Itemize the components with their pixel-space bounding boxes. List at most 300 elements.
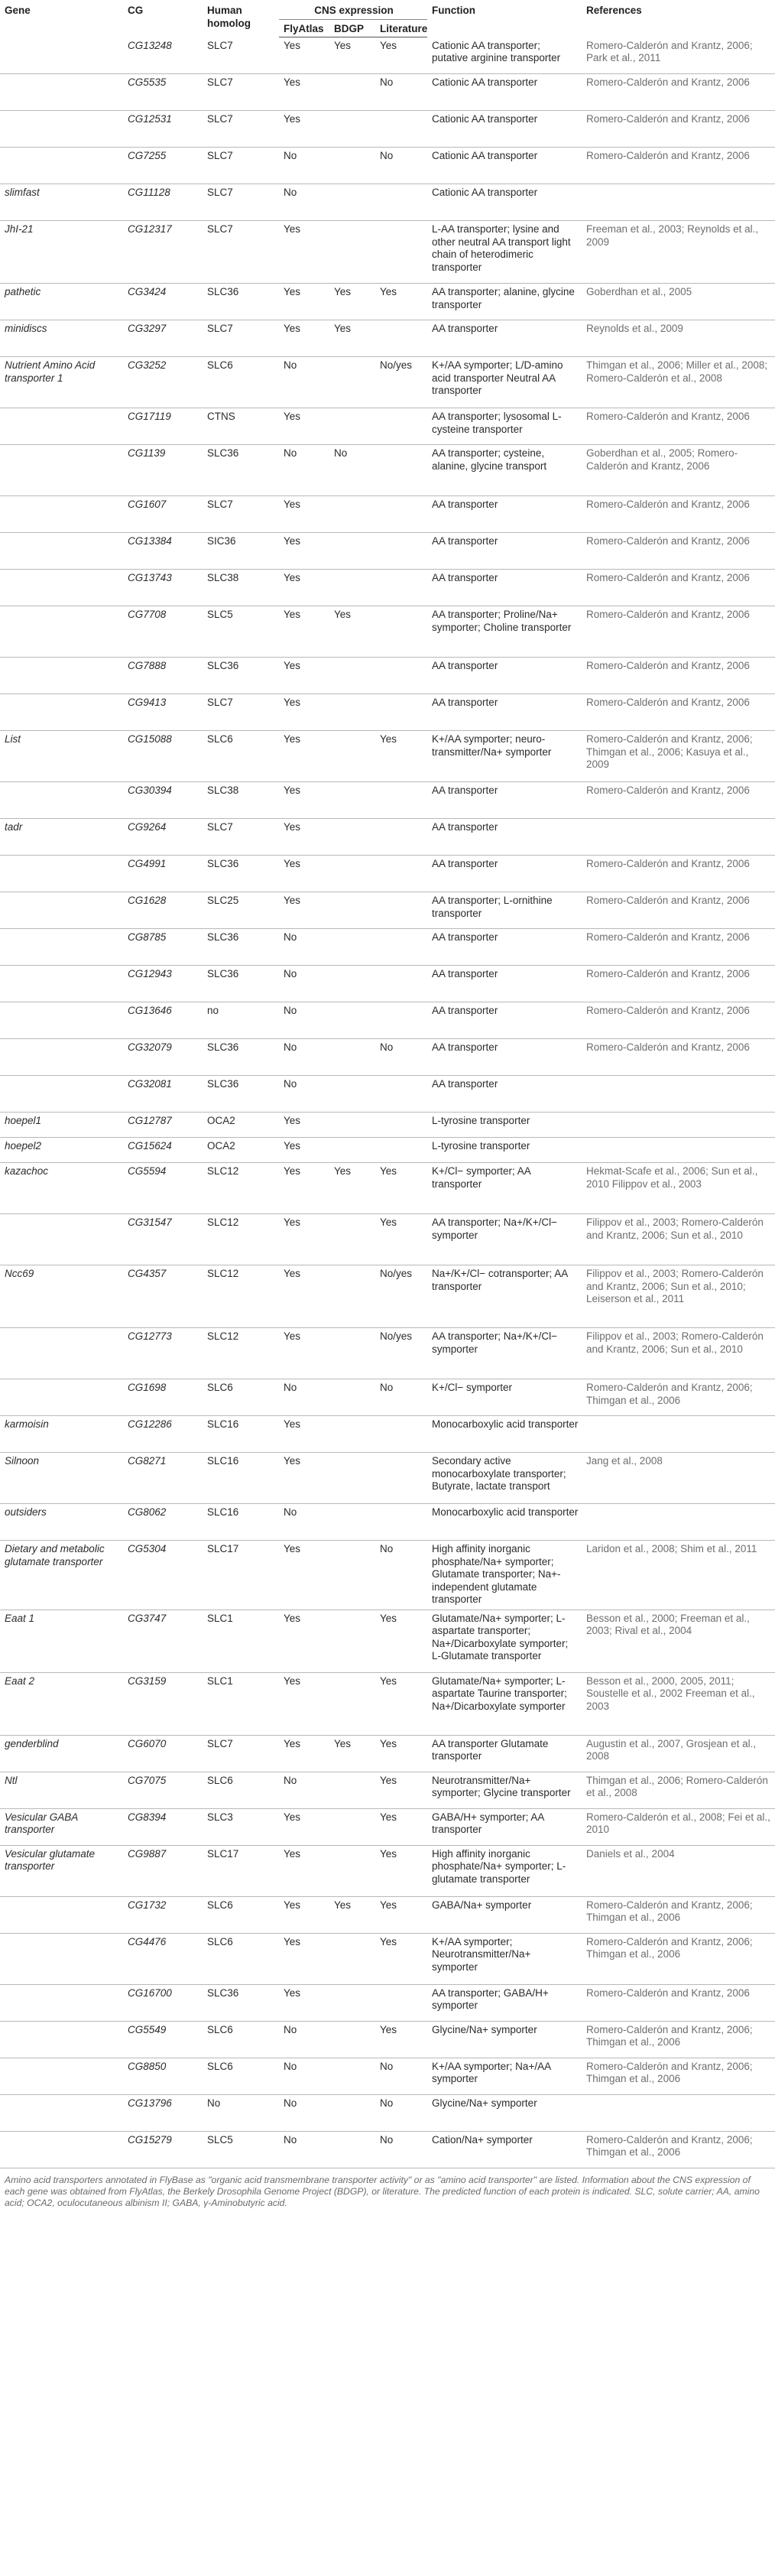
cg-cell: CG1607 bbox=[123, 496, 203, 533]
gene-cell bbox=[0, 929, 123, 966]
cg-cell: CG4476 bbox=[123, 1933, 203, 1984]
references-cell: Filippov et al., 2003; Romero-Calderón and Krantz, 2006; Sun et al., 2010 bbox=[582, 1328, 775, 1379]
header-literature: Literature bbox=[375, 19, 427, 37]
bdgp-cell bbox=[329, 1845, 375, 1896]
cg-cell: CG3252 bbox=[123, 357, 203, 408]
human-homolog-cell: SLC7 bbox=[203, 221, 279, 284]
function-cell: Cationic AA transporter bbox=[427, 111, 582, 148]
literature-cell: Yes bbox=[375, 1610, 427, 1672]
cg-cell: CG7075 bbox=[123, 1772, 203, 1808]
flyatlas-cell: No bbox=[279, 1379, 329, 1416]
bdgp-cell: Yes bbox=[329, 1896, 375, 1933]
table-row bbox=[0, 1039, 775, 1076]
header-bdgp: BDGP bbox=[329, 19, 375, 37]
literature-cell bbox=[375, 111, 427, 148]
human-homolog-cell: SLC7 bbox=[203, 148, 279, 184]
table-row bbox=[0, 1453, 775, 1504]
human-homolog-cell: SLC38 bbox=[203, 782, 279, 819]
cg-cell: CG30394 bbox=[123, 782, 203, 819]
cg-cell: CG12286 bbox=[123, 1416, 203, 1453]
cg-cell: CG13796 bbox=[123, 2094, 203, 2131]
table-row bbox=[0, 856, 775, 892]
table-row bbox=[0, 284, 775, 320]
function-cell: Secondary active monocarboxylate transporter; Butyrate, lactate transport bbox=[427, 1453, 582, 1504]
cg-cell: CG32081 bbox=[123, 1076, 203, 1113]
bdgp-cell bbox=[329, 496, 375, 533]
cg-cell: CG8785 bbox=[123, 929, 203, 966]
references-cell: Goberdhan et al., 2005 bbox=[582, 284, 775, 320]
literature-cell: Yes bbox=[375, 1808, 427, 1845]
table-row bbox=[0, 1984, 775, 2021]
references-cell: Romero-Calderón and Krantz, 2006 bbox=[582, 782, 775, 819]
human-homolog-cell: SLC36 bbox=[203, 966, 279, 1002]
function-cell: Glycine/Na+ symporter bbox=[427, 2021, 582, 2058]
human-homolog-cell: SLC12 bbox=[203, 1265, 279, 1328]
function-cell: Cation/Na+ symporter bbox=[427, 2131, 582, 2168]
human-homolog-cell: SLC7 bbox=[203, 496, 279, 533]
human-homolog-cell: OCA2 bbox=[203, 1138, 279, 1163]
references-cell: Romero-Calderón and Krantz, 2006 bbox=[582, 1984, 775, 2021]
gene-cell bbox=[0, 606, 123, 658]
gene-cell: Vesicular GABA transporter bbox=[0, 1808, 123, 1845]
literature-cell: No/yes bbox=[375, 1265, 427, 1328]
cg-cell: CG9264 bbox=[123, 819, 203, 856]
literature-cell: Yes bbox=[375, 37, 427, 74]
bdgp-cell bbox=[329, 408, 375, 445]
gene-cell: karmoisin bbox=[0, 1416, 123, 1453]
table-row bbox=[0, 606, 775, 658]
table-row bbox=[0, 1845, 775, 1896]
table-row bbox=[0, 1541, 775, 1610]
function-cell: AA transporter bbox=[427, 966, 582, 1002]
table-row bbox=[0, 2021, 775, 2058]
bdgp-cell bbox=[329, 570, 375, 606]
literature-cell bbox=[375, 1416, 427, 1453]
cg-cell: CG13743 bbox=[123, 570, 203, 606]
table-row bbox=[0, 496, 775, 533]
gene-cell bbox=[0, 408, 123, 445]
references-cell: Romero-Calderón and Krantz, 2006 bbox=[582, 658, 775, 694]
header-human-homolog: Human homolog bbox=[207, 5, 251, 29]
table-footnote: Amino acid transporters annotated in FlyBase as "organic acid transmembrane transporter activity" or as "amino acid transporter" are listed. Information about the CNS expression of each gene was obtained from FlyAtlas, the Berkely Drosophila Genome Project (BDGP), or literature. The predicted function of each protein is indicated. SLC, solute carrier; AA, amino acid; OCA2, oculocutaneous albinism II; GABA, γ-Aminobutyric acid. bbox=[5, 2174, 760, 2208]
references-cell: Romero-Calderón and Krantz, 2006 bbox=[582, 856, 775, 892]
function-cell: Cationic AA transporter; putative arginine transporter bbox=[427, 37, 582, 74]
literature-cell bbox=[375, 966, 427, 1002]
literature-cell bbox=[375, 533, 427, 570]
bdgp-cell bbox=[329, 1214, 375, 1265]
bdgp-cell: Yes bbox=[329, 320, 375, 357]
cg-cell: CG8394 bbox=[123, 1808, 203, 1845]
gene-cell bbox=[0, 1214, 123, 1265]
cg-cell: CG13384 bbox=[123, 533, 203, 570]
human-homolog-cell: no bbox=[203, 1002, 279, 1039]
gene-cell bbox=[0, 1328, 123, 1379]
literature-cell bbox=[375, 496, 427, 533]
function-cell: AA transporter bbox=[427, 819, 582, 856]
cg-cell: CG9413 bbox=[123, 694, 203, 731]
table-row bbox=[0, 74, 775, 111]
bdgp-cell bbox=[329, 1076, 375, 1113]
cg-cell: CG4991 bbox=[123, 856, 203, 892]
references-cell: Romero-Calderón and Krantz, 2006 bbox=[582, 496, 775, 533]
gene-cell bbox=[0, 2131, 123, 2168]
flyatlas-cell: Yes bbox=[279, 1453, 329, 1504]
bdgp-cell: No bbox=[329, 445, 375, 496]
cg-cell: CG12943 bbox=[123, 966, 203, 1002]
gene-cell: Ntl bbox=[0, 1772, 123, 1808]
gene-cell bbox=[0, 111, 123, 148]
literature-cell: No/yes bbox=[375, 357, 427, 408]
flyatlas-cell: Yes bbox=[279, 1735, 329, 1772]
human-homolog-cell: SLC5 bbox=[203, 2131, 279, 2168]
flyatlas-cell: Yes bbox=[279, 1541, 329, 1610]
literature-cell: Yes bbox=[375, 1772, 427, 1808]
gene-cell bbox=[0, 966, 123, 1002]
function-cell: Glutamate/Na+ symporter; L-aspartate Taurine transporter; Na+/Dicarboxylate symporter bbox=[427, 1672, 582, 1735]
function-cell: L-tyrosine transporter bbox=[427, 1138, 582, 1163]
flyatlas-cell: Yes bbox=[279, 37, 329, 74]
bdgp-cell bbox=[329, 1002, 375, 1039]
function-cell: Cationic AA transporter bbox=[427, 148, 582, 184]
gene-cell: minidiscs bbox=[0, 320, 123, 357]
function-cell: AA transporter bbox=[427, 1039, 582, 1076]
references-cell: Romero-Calderón and Krantz, 2006 bbox=[582, 148, 775, 184]
function-cell: Glycine/Na+ symporter bbox=[427, 2094, 582, 2131]
table-row bbox=[0, 2094, 775, 2131]
literature-cell bbox=[375, 782, 427, 819]
gene-cell: hoepel1 bbox=[0, 1113, 123, 1138]
references-cell: Hekmat-Scafe et al., 2006; Sun et al., 2010 Filippov et al., 2003 bbox=[582, 1163, 775, 1214]
flyatlas-cell: Yes bbox=[279, 819, 329, 856]
gene-cell bbox=[0, 2058, 123, 2094]
references-cell: Romero-Calderón et al., 2008; Fei et al., 2010 bbox=[582, 1808, 775, 1845]
references-cell: Thimgan et al., 2006; Romero-Calderón et al., 2008 bbox=[582, 1772, 775, 1808]
gene-cell bbox=[0, 694, 123, 731]
gene-cell: Eaat 1 bbox=[0, 1610, 123, 1672]
literature-cell: No/yes bbox=[375, 1328, 427, 1379]
bdgp-cell bbox=[329, 1808, 375, 1845]
header-function: Function bbox=[432, 5, 476, 16]
table-row bbox=[0, 731, 775, 782]
table-row bbox=[0, 221, 775, 284]
gene-cell: kazachoc bbox=[0, 1163, 123, 1214]
table-row bbox=[0, 1138, 775, 1163]
human-homolog-cell: SLC7 bbox=[203, 1735, 279, 1772]
gene-cell bbox=[0, 445, 123, 496]
gene-cell bbox=[0, 148, 123, 184]
flyatlas-cell: No bbox=[279, 1039, 329, 1076]
table-row bbox=[0, 694, 775, 731]
table-row bbox=[0, 2131, 775, 2168]
gene-cell: Vesicular glutamate transporter bbox=[0, 1845, 123, 1896]
table-row bbox=[0, 658, 775, 694]
flyatlas-cell: No bbox=[279, 1772, 329, 1808]
literature-cell bbox=[375, 1138, 427, 1163]
function-cell: AA transporter; lysosomal L-cysteine transporter bbox=[427, 408, 582, 445]
literature-cell: No bbox=[375, 1039, 427, 1076]
gene-cell bbox=[0, 892, 123, 929]
bdgp-cell: Yes bbox=[329, 284, 375, 320]
bdgp-cell bbox=[329, 1039, 375, 1076]
bdgp-cell bbox=[329, 856, 375, 892]
gene-cell: List bbox=[0, 731, 123, 782]
bdgp-cell bbox=[329, 2021, 375, 2058]
bdgp-cell bbox=[329, 1772, 375, 1808]
human-homolog-cell: SLC36 bbox=[203, 1984, 279, 2021]
gene-cell bbox=[0, 1896, 123, 1933]
references-cell: Laridon et al., 2008; Shim et al., 2011 bbox=[582, 1541, 775, 1610]
function-cell: AA transporter; Na+/K+/Cl− symporter bbox=[427, 1328, 582, 1379]
table-row bbox=[0, 1328, 775, 1379]
cg-cell: CG3747 bbox=[123, 1610, 203, 1672]
bdgp-cell bbox=[329, 782, 375, 819]
human-homolog-cell: SLC12 bbox=[203, 1163, 279, 1214]
flyatlas-cell: Yes bbox=[279, 320, 329, 357]
human-homolog-cell: OCA2 bbox=[203, 1113, 279, 1138]
literature-cell: Yes bbox=[375, 731, 427, 782]
human-homolog-cell: SLC16 bbox=[203, 1504, 279, 1541]
cg-cell: CG15088 bbox=[123, 731, 203, 782]
table-row bbox=[0, 533, 775, 570]
function-cell: Monocarboxylic acid transporter bbox=[427, 1416, 582, 1453]
references-cell: Romero-Calderón and Krantz, 2006 bbox=[582, 111, 775, 148]
flyatlas-cell: Yes bbox=[279, 731, 329, 782]
literature-cell: Yes bbox=[375, 1163, 427, 1214]
human-homolog-cell: SLC6 bbox=[203, 2021, 279, 2058]
table-row bbox=[0, 1772, 775, 1808]
table-row bbox=[0, 37, 775, 74]
flyatlas-cell: Yes bbox=[279, 1265, 329, 1328]
references-cell: Romero-Calderón and Krantz, 2006 bbox=[582, 929, 775, 966]
function-cell: AA transporter; cysteine, alanine, glycine transport bbox=[427, 445, 582, 496]
flyatlas-cell: Yes bbox=[279, 533, 329, 570]
bdgp-cell bbox=[329, 111, 375, 148]
gene-cell: tadr bbox=[0, 819, 123, 856]
cg-cell: CG7888 bbox=[123, 658, 203, 694]
human-homolog-cell: SLC7 bbox=[203, 184, 279, 221]
flyatlas-cell: Yes bbox=[279, 1896, 329, 1933]
cg-cell: CG6070 bbox=[123, 1735, 203, 1772]
references-cell: Goberdhan et al., 2005; Romero-Calderón and Krantz, 2006 bbox=[582, 445, 775, 496]
table-row bbox=[0, 1672, 775, 1735]
table-row bbox=[0, 408, 775, 445]
cg-cell: CG3159 bbox=[123, 1672, 203, 1735]
references-cell: Romero-Calderón and Krantz, 2006; Thimgan et al., 2006 bbox=[582, 1379, 775, 1416]
function-cell: AA transporter bbox=[427, 570, 582, 606]
function-cell: AA transporter bbox=[427, 320, 582, 357]
literature-cell bbox=[375, 892, 427, 929]
references-cell bbox=[582, 184, 775, 221]
references-cell bbox=[582, 1113, 775, 1138]
references-cell bbox=[582, 819, 775, 856]
literature-cell: No bbox=[375, 74, 427, 111]
bdgp-cell bbox=[329, 221, 375, 284]
references-cell: Romero-Calderón and Krantz, 2006; Thimgan et al., 2006 bbox=[582, 2021, 775, 2058]
gene-cell bbox=[0, 1933, 123, 1984]
cg-cell: CG8850 bbox=[123, 2058, 203, 2094]
function-cell: AA transporter bbox=[427, 658, 582, 694]
literature-cell: Yes bbox=[375, 1735, 427, 1772]
table-row bbox=[0, 1002, 775, 1039]
human-homolog-cell: SLC7 bbox=[203, 74, 279, 111]
flyatlas-cell: No bbox=[279, 1002, 329, 1039]
table-header bbox=[0, 0, 775, 37]
function-cell: AA transporter; GABA/H+ symporter bbox=[427, 1984, 582, 2021]
function-cell: K+/AA symporter; Neurotransmitter/Na+ symporter bbox=[427, 1933, 582, 1984]
gene-cell bbox=[0, 1039, 123, 1076]
literature-cell bbox=[375, 184, 427, 221]
function-cell: Cationic AA transporter bbox=[427, 74, 582, 111]
cg-cell: CG32079 bbox=[123, 1039, 203, 1076]
function-cell: AA transporter; L-ornithine transporter bbox=[427, 892, 582, 929]
gene-cell: outsiders bbox=[0, 1504, 123, 1541]
bdgp-cell bbox=[329, 1984, 375, 2021]
bdgp-cell: Yes bbox=[329, 1163, 375, 1214]
table-row bbox=[0, 1113, 775, 1138]
bdgp-cell bbox=[329, 966, 375, 1002]
table-row bbox=[0, 1610, 775, 1672]
function-cell: Na+/K+/Cl− cotransporter; AA transporter bbox=[427, 1265, 582, 1328]
function-cell: AA transporter bbox=[427, 1002, 582, 1039]
flyatlas-cell: No bbox=[279, 2131, 329, 2168]
gene-cell: slimfast bbox=[0, 184, 123, 221]
function-cell: GABA/Na+ symporter bbox=[427, 1896, 582, 1933]
flyatlas-cell: Yes bbox=[279, 1808, 329, 1845]
table-row bbox=[0, 2058, 775, 2094]
cg-cell: CG7255 bbox=[123, 148, 203, 184]
function-cell: AA transporter; Proline/Na+ symporter; Choline transporter bbox=[427, 606, 582, 658]
cg-cell: CG1698 bbox=[123, 1379, 203, 1416]
function-cell: AA transporter bbox=[427, 929, 582, 966]
flyatlas-cell: No bbox=[279, 445, 329, 496]
literature-cell bbox=[375, 1504, 427, 1541]
flyatlas-cell: Yes bbox=[279, 74, 329, 111]
table-row bbox=[0, 1896, 775, 1933]
flyatlas-cell: Yes bbox=[279, 1984, 329, 2021]
cg-cell: CG12773 bbox=[123, 1328, 203, 1379]
gene-cell: Eaat 2 bbox=[0, 1672, 123, 1735]
human-homolog-cell: SLC3 bbox=[203, 1808, 279, 1845]
table-row bbox=[0, 819, 775, 856]
function-cell: Monocarboxylic acid transporter bbox=[427, 1504, 582, 1541]
bdgp-cell bbox=[329, 148, 375, 184]
human-homolog-cell: SLC6 bbox=[203, 1772, 279, 1808]
bdgp-cell bbox=[329, 892, 375, 929]
flyatlas-cell: Yes bbox=[279, 111, 329, 148]
references-cell: Romero-Calderón and Krantz, 2006 bbox=[582, 1002, 775, 1039]
function-cell: Cationic AA transporter bbox=[427, 184, 582, 221]
function-cell: K+/Cl− symporter; AA transporter bbox=[427, 1163, 582, 1214]
gene-cell bbox=[0, 496, 123, 533]
function-cell: AA transporter; alanine, glycine transporter bbox=[427, 284, 582, 320]
cg-cell: CG4357 bbox=[123, 1265, 203, 1328]
bdgp-cell bbox=[329, 357, 375, 408]
flyatlas-cell: Yes bbox=[279, 1163, 329, 1214]
literature-cell: Yes bbox=[375, 1672, 427, 1735]
cg-cell: CG5535 bbox=[123, 74, 203, 111]
references-cell: Besson et al., 2000, 2005, 2011; Soustelle et al., 2002 Freeman et al., 2003 bbox=[582, 1672, 775, 1735]
human-homolog-cell: SLC17 bbox=[203, 1541, 279, 1610]
human-homolog-cell: SLC36 bbox=[203, 284, 279, 320]
literature-cell: No bbox=[375, 2058, 427, 2094]
human-homolog-cell: CTNS bbox=[203, 408, 279, 445]
table-row bbox=[0, 1735, 775, 1772]
cg-cell: CG11128 bbox=[123, 184, 203, 221]
function-cell: AA transporter bbox=[427, 856, 582, 892]
gene-cell: Silnoon bbox=[0, 1453, 123, 1504]
table-row bbox=[0, 570, 775, 606]
gene-cell bbox=[0, 1076, 123, 1113]
flyatlas-cell: No bbox=[279, 357, 329, 408]
flyatlas-cell: Yes bbox=[279, 1113, 329, 1138]
table-row bbox=[0, 1163, 775, 1214]
flyatlas-cell: No bbox=[279, 929, 329, 966]
table-row bbox=[0, 1379, 775, 1416]
gene-cell bbox=[0, 1002, 123, 1039]
header-flyatlas: FlyAtlas bbox=[279, 19, 329, 37]
flyatlas-cell: Yes bbox=[279, 606, 329, 658]
human-homolog-cell: SLC6 bbox=[203, 2058, 279, 2094]
literature-cell bbox=[375, 856, 427, 892]
bdgp-cell bbox=[329, 929, 375, 966]
flyatlas-cell: Yes bbox=[279, 570, 329, 606]
human-homolog-cell: SLC1 bbox=[203, 1672, 279, 1735]
gene-cell bbox=[0, 1984, 123, 2021]
references-cell bbox=[582, 1076, 775, 1113]
table-row bbox=[0, 1504, 775, 1541]
bdgp-cell bbox=[329, 2094, 375, 2131]
table-row bbox=[0, 445, 775, 496]
flyatlas-cell: Yes bbox=[279, 1138, 329, 1163]
table-row bbox=[0, 782, 775, 819]
cg-cell: CG1732 bbox=[123, 1896, 203, 1933]
literature-cell: No bbox=[375, 1541, 427, 1610]
human-homolog-cell: SLC6 bbox=[203, 1933, 279, 1984]
bdgp-cell bbox=[329, 1541, 375, 1610]
references-cell: Filippov et al., 2003; Romero-Calderón and Krantz, 2006; Sun et al., 2010; Leiserson et al., 2011 bbox=[582, 1265, 775, 1328]
cg-cell: CG13248 bbox=[123, 37, 203, 74]
human-homolog-cell: SLC36 bbox=[203, 1039, 279, 1076]
references-cell bbox=[582, 2094, 775, 2131]
references-cell: Romero-Calderón and Krantz, 2006; Thimgan et al., 2006 bbox=[582, 1933, 775, 1984]
flyatlas-cell: Yes bbox=[279, 782, 329, 819]
bdgp-cell bbox=[329, 1416, 375, 1453]
table-body bbox=[0, 37, 775, 2168]
human-homolog-cell: SLC7 bbox=[203, 694, 279, 731]
flyatlas-cell: Yes bbox=[279, 856, 329, 892]
gene-cell bbox=[0, 74, 123, 111]
human-homolog-cell: SLC36 bbox=[203, 856, 279, 892]
literature-cell bbox=[375, 445, 427, 496]
bdgp-cell: Yes bbox=[329, 37, 375, 74]
literature-cell bbox=[375, 1984, 427, 2021]
flyatlas-cell: Yes bbox=[279, 408, 329, 445]
human-homolog-cell: SLC12 bbox=[203, 1214, 279, 1265]
human-homolog-cell: SLC12 bbox=[203, 1328, 279, 1379]
human-homolog-cell: SLC16 bbox=[203, 1416, 279, 1453]
literature-cell bbox=[375, 819, 427, 856]
table-row bbox=[0, 320, 775, 357]
table-row bbox=[0, 111, 775, 148]
cg-cell: CG15624 bbox=[123, 1138, 203, 1163]
gene-cell bbox=[0, 37, 123, 74]
cg-cell: CG5304 bbox=[123, 1541, 203, 1610]
literature-cell: Yes bbox=[375, 1214, 427, 1265]
gene-cell: JhI-21 bbox=[0, 221, 123, 284]
function-cell: K+/Cl− symporter bbox=[427, 1379, 582, 1416]
function-cell: AA transporter bbox=[427, 533, 582, 570]
bdgp-cell bbox=[329, 658, 375, 694]
